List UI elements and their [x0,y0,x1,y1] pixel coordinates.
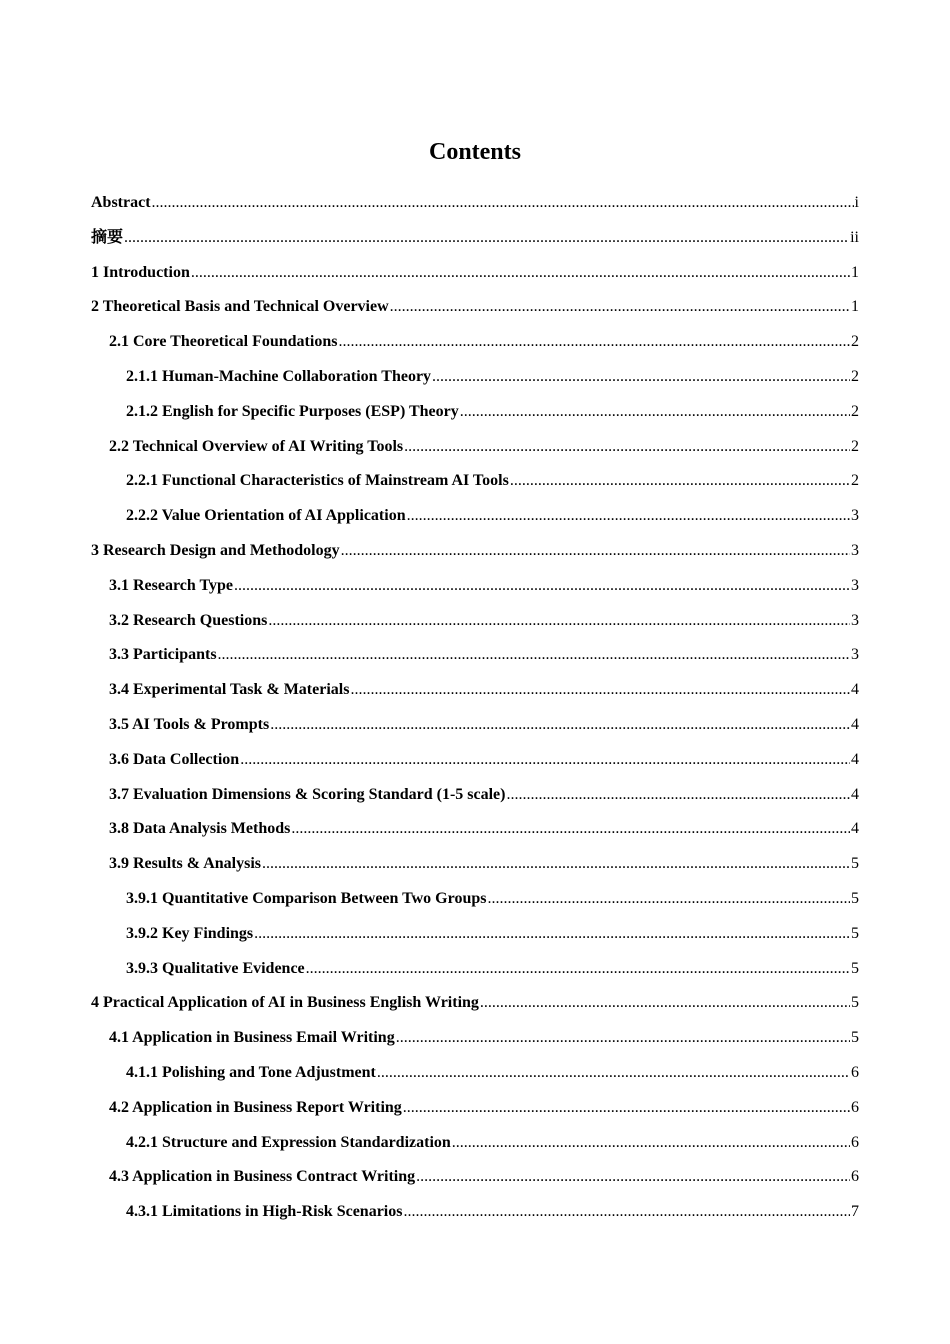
toc-entry[interactable] [91,1056,859,1091]
toc-entry-label: 3.2 Research Questions [109,611,268,629]
toc-dot-leader [377,1056,850,1091]
toc-page-number: 5 [851,924,859,942]
toc-entry-label: 4 Practical Application of AI in Business English Writing [91,994,479,1012]
toc-entry-label: 摘要 [91,228,124,246]
toc-page-number: 5 [851,855,859,873]
toc-dot-leader [291,812,850,847]
toc-dot-leader [416,1160,850,1195]
toc-dot-leader [506,778,850,813]
toc-entry[interactable] [91,743,859,778]
toc-page-number: 4 [851,715,859,733]
toc-page-number: 4 [851,681,859,699]
toc-page-number: 7 [851,1203,859,1221]
toc-dot-leader [510,464,850,499]
toc-page-number: 5 [851,994,859,1012]
toc-dot-leader [338,325,850,360]
toc-dot-leader [403,1091,850,1126]
toc-page-number: 2 [851,472,859,490]
toc-entry-label: 3.9.3 Qualitative Evidence [126,959,305,977]
toc-dot-leader [341,534,850,569]
toc-dot-leader [124,221,849,256]
toc-page-number: 6 [851,1133,859,1151]
toc-entry-label: 4.3 Application in Business Contract Writing [109,1168,416,1186]
toc-page-number: i [854,194,859,211]
toc-entry-label: Abstract [91,194,151,211]
toc-dot-leader [191,256,850,291]
toc-page-number: 6 [851,1098,859,1116]
toc-entry-label: 3.6 Data Collection [109,750,240,768]
toc-dot-leader [218,638,850,673]
toc-dot-leader [254,917,850,952]
toc-entry[interactable] [91,569,859,604]
toc-page-number: ii [850,228,859,246]
toc-entry[interactable] [91,882,859,917]
toc-dot-leader [460,395,850,430]
toc-dot-leader [403,1195,850,1230]
toc-entry-label: 2 Theoretical Basis and Technical Overview [91,298,389,316]
toc-entry[interactable] [91,604,859,639]
toc-page-number: 4 [851,820,859,838]
toc-page-number: 5 [851,959,859,977]
toc-entry[interactable] [91,360,859,395]
toc-entry-label: 2.1.1 Human-Machine Collaboration Theory [126,367,432,385]
toc-page-number: 4 [851,785,859,803]
toc-dot-leader [487,882,850,917]
toc-dot-leader [432,360,850,395]
toc-entry-label: 1 Introduction [91,263,190,281]
toc-page-number: 2 [851,402,859,420]
toc-entry[interactable] [91,812,859,847]
toc-entry-label: 2.1.2 English for Specific Purposes (ESP) Theory [126,402,459,420]
toc-entry-label: 4.2 Application in Business Report Writing [109,1098,402,1116]
toc-page-number: 3 [851,611,859,629]
toc-entry[interactable] [91,325,859,360]
toc-entry-label: 4.1 Application in Business Email Writing [109,1029,395,1047]
toc-entry-label: 3.9.1 Quantitative Comparison Between Two Groups [126,889,487,907]
toc-entry-label: 3.5 AI Tools & Prompts [109,715,270,733]
toc-entry-label: 3.9 Results & Analysis [109,855,262,873]
toc-entry[interactable] [91,708,859,743]
toc-entry[interactable] [91,534,859,569]
toc-entry[interactable] [91,1195,859,1230]
page-title: Contents [428,139,521,165]
toc-dot-leader [306,952,850,987]
toc-entry[interactable] [91,778,859,813]
toc-page-number: 2 [851,437,859,455]
toc-entry[interactable] [91,499,859,534]
toc-dot-leader [234,569,850,604]
toc-entry-label: 2.1 Core Theoretical Foundations [109,333,338,351]
toc-dot-leader [404,430,850,465]
toc-page-number: 6 [851,1063,859,1081]
toc-entry[interactable] [91,986,859,1021]
toc-entry-label: 2.2.1 Functional Characteristics of Mainstream AI Tools [126,472,509,490]
toc-entry-label: 3.1 Research Type [109,576,233,594]
toc-entry[interactable] [91,1091,859,1126]
toc-page-number: 3 [851,576,859,594]
toc-dot-leader [452,1126,850,1161]
toc-entry-label: 3.9.2 Key Findings [126,924,254,942]
toc-entry[interactable] [91,430,859,465]
toc-entry[interactable] [91,1021,859,1056]
toc-page-number: 3 [851,541,859,559]
toc-dot-leader [390,290,850,325]
toc-entry-label: 3 Research Design and Methodology [91,541,340,559]
toc-entry-label: 2.2 Technical Overview of AI Writing Tools [109,437,404,455]
toc-page-number: 2 [851,333,859,351]
toc-dot-leader [152,186,854,221]
toc-page-number: 2 [851,367,859,385]
toc-dot-leader [240,743,850,778]
toc-entry-label: 3.4 Experimental Task & Materials [109,681,350,699]
toc-entry[interactable] [91,221,859,256]
toc-entry[interactable] [91,638,859,673]
toc-dot-leader [480,986,850,1021]
toc-entry[interactable] [91,1160,859,1195]
toc-entry-label: 3.8 Data Analysis Methods [109,820,291,838]
toc-entry[interactable] [91,1126,859,1161]
toc-entry[interactable] [91,464,859,499]
toc-page-number: 1 [851,263,859,281]
table-of-contents [91,186,859,1230]
toc-entry[interactable] [91,290,859,325]
toc-dot-leader [396,1021,850,1056]
toc-dot-leader [262,847,850,882]
toc-entry[interactable] [91,917,859,952]
toc-page-number: 1 [851,298,859,316]
toc-entry-label: 4.3.1 Limitations in High-Risk Scenarios [126,1203,403,1221]
toc-page-number: 4 [851,750,859,768]
toc-dot-leader [270,708,850,743]
toc-page-number: 3 [851,507,859,525]
toc-entry[interactable] [91,952,859,987]
toc-dot-leader [407,499,850,534]
toc-page-number: 5 [851,889,859,907]
toc-page-number: 5 [851,1029,859,1047]
toc-page-number: 6 [851,1168,859,1186]
toc-entry[interactable] [91,256,859,291]
toc-entry-label: 2.2.2 Value Orientation of AI Application [126,507,406,525]
toc-entry-label: 3.7 Evaluation Dimensions & Scoring Standard (1-5 scale) [109,785,506,803]
toc-entry[interactable] [91,673,859,708]
toc-dot-leader [350,673,850,708]
toc-entry[interactable] [91,395,859,430]
toc-page-number: 3 [851,646,859,664]
toc-dot-leader [268,604,850,639]
toc-entry-label: 4.2.1 Structure and Expression Standardization [126,1133,451,1151]
toc-entry-label: 4.1.1 Polishing and Tone Adjustment [126,1063,376,1081]
toc-entry[interactable] [91,186,859,221]
toc-entry-label: 3.3 Participants [109,646,217,664]
toc-entry[interactable] [91,847,859,882]
